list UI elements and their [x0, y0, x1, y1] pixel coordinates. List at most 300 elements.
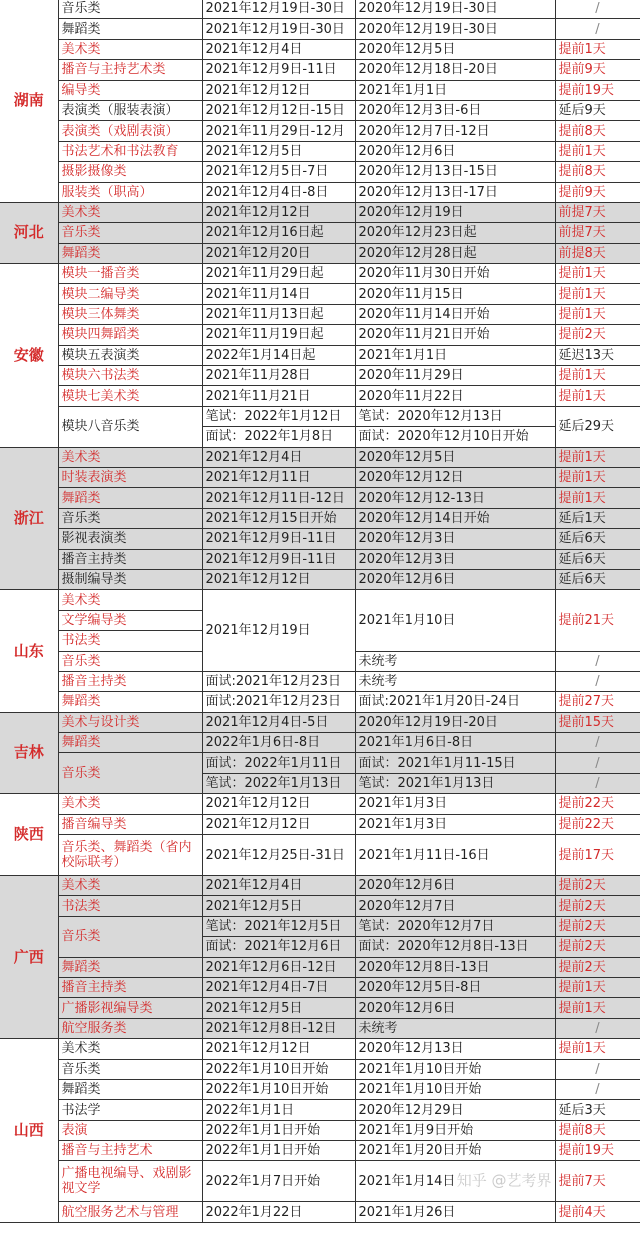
cell-text: 面试：2020年12月10日开始: [358, 429, 529, 445]
diff-cell: [555, 406, 640, 447]
diff-cell: [555, 182, 640, 202]
date-2021-cell: [355, 835, 555, 876]
cell-text: 航空服务艺术与管理: [61, 1204, 179, 1220]
diff-cell: [555, 569, 640, 589]
diff-cell: [555, 447, 640, 467]
cell-text: 延后29天: [558, 419, 615, 435]
date-2022-cell: [202, 182, 355, 202]
cell-text: 航空服务类: [61, 1020, 127, 1036]
subject-cell: [58, 406, 202, 447]
cell-text: 面试:2021年12月23日: [205, 694, 342, 710]
subject-cell: [58, 121, 202, 141]
date-2021-cell: [355, 162, 555, 182]
subject-cell: [58, 610, 202, 630]
date-2022-cell: [202, 549, 355, 569]
cell-text: 提前1天: [558, 266, 606, 282]
cell-text: 播音主持类: [61, 551, 127, 567]
subject-cell: [58, 100, 202, 120]
date-2021-cell: [355, 1100, 555, 1120]
cell-text: 模块八音乐类: [61, 419, 140, 435]
subject-cell: [58, 243, 202, 263]
date-2022-cell: [202, 692, 355, 712]
subject-cell: [58, 386, 202, 406]
subject-cell: [58, 835, 202, 876]
province-cell: 吉林: [0, 712, 58, 794]
cell-text: 提前9天: [558, 184, 606, 200]
cell-text: 提前15天: [558, 714, 615, 730]
cell-text: 播音编导类: [61, 816, 127, 832]
subject-cell: [58, 325, 202, 345]
table-row: [0, 1079, 640, 1099]
cell-text: 提前1天: [558, 980, 606, 996]
cell-text: 表演类（服装表演）: [61, 103, 179, 119]
date-2022-cell: [202, 876, 355, 896]
table-row: [0, 447, 640, 467]
date-2021-cell: [355, 692, 555, 712]
cell-text: 2021年1月10日: [358, 612, 456, 628]
cell-text: 文学编导类: [61, 612, 127, 628]
date-2022-cell: [202, 590, 355, 672]
diff-cell: [555, 39, 640, 59]
cell-text: 服装类（职高）: [61, 184, 153, 200]
table-row: [0, 1100, 640, 1120]
diff-cell: [555, 508, 640, 528]
table-row: [0, 100, 640, 120]
cell-text: 2020年11月22日: [358, 388, 464, 404]
table-row: [0, 264, 640, 284]
subject-cell: [58, 1141, 202, 1161]
diff-cell: [555, 366, 640, 386]
date-2021-cell: [355, 1039, 555, 1059]
date-2022-cell: [202, 1079, 355, 1099]
date-2021-cell: [355, 549, 555, 569]
cell-text: 2020年11月21日开始: [358, 327, 490, 343]
date-2021-cell: [355, 60, 555, 80]
subject-cell: [58, 957, 202, 977]
cell-text: 提前1天: [558, 388, 606, 404]
date-2021-cell: [355, 223, 555, 243]
table-row: [0, 366, 640, 386]
subject-cell: [58, 712, 202, 732]
cell-text: 2020年12月13日-17日: [358, 184, 498, 200]
subject-cell: [58, 447, 202, 467]
cell-text: 2021年12月4日: [205, 449, 303, 465]
date-2021-cell: [355, 569, 555, 589]
cell-text: 模块五表演类: [61, 347, 140, 363]
cell-text: 提前1天: [558, 449, 606, 465]
cell-text: 模块二编导类: [61, 286, 140, 302]
date-2021-cell: [355, 1079, 555, 1099]
cell-text: /: [595, 735, 600, 751]
table-row: [0, 80, 640, 100]
date-2022-cell: [202, 508, 355, 528]
diff-cell: [555, 957, 640, 977]
cell-text: 2021年12月19日-30日: [205, 21, 345, 37]
cell-text: 2020年12月19日-30日: [358, 1, 498, 17]
cell-text: 2021年12月9日-11日: [205, 551, 337, 567]
table-row: [0, 977, 640, 997]
date-2022-cell: [202, 121, 355, 141]
cell-text: 2021年12月12日: [205, 816, 311, 832]
cell-text: 提前9天: [558, 62, 606, 78]
subject-cell: [58, 631, 202, 651]
diff-cell: [555, 835, 640, 876]
cell-text: 2021年1月3日: [358, 816, 448, 832]
cell-text: 面试：2021年1月11-15日: [358, 755, 516, 771]
table-row: [0, 284, 640, 304]
table-row: [0, 835, 640, 876]
cell-text: 广播影视编导类: [61, 1000, 153, 1016]
cell-text: 2021年11月14日: [205, 286, 311, 302]
cell-text: 舞蹈类: [61, 21, 101, 37]
diff-cell: [555, 345, 640, 365]
cell-text: 面试：2021年12月6日: [205, 939, 342, 955]
subject-cell: [58, 549, 202, 569]
cell-text: 2021年12月4日-8日: [205, 184, 329, 200]
table-row: [0, 345, 640, 365]
cell-text: /: [595, 674, 600, 690]
province-cell: 浙江: [0, 447, 58, 590]
date-2021-cell: [355, 753, 555, 773]
date-2021-cell: [355, 937, 555, 957]
cell-text: 美术类: [61, 449, 101, 465]
date-2021-cell: [355, 916, 555, 936]
date-2022-cell: [202, 1202, 355, 1222]
cell-text: 音乐类、舞蹈类（省内校际联考）: [61, 840, 192, 871]
date-2022-cell: [202, 345, 355, 365]
subject-cell: [58, 182, 202, 202]
cell-text: 2021年1月6日-8日: [358, 735, 474, 751]
cell-text: 2021年12月12日-15日: [205, 103, 345, 119]
date-2022-cell: [202, 1141, 355, 1161]
cell-text: 2021年12月5日-7日: [205, 164, 329, 180]
table-row: [0, 508, 640, 528]
cell-text: 面试:2021年12月23日: [205, 674, 342, 690]
subject-cell: [58, 1079, 202, 1099]
subject-cell: [58, 916, 202, 957]
cell-text: 2022年1月1日开始: [205, 1143, 321, 1159]
subject-cell: [58, 284, 202, 304]
cell-text: 2022年1月22日: [205, 1204, 303, 1220]
date-2022-cell: [202, 753, 355, 773]
date-2022-cell: [202, 447, 355, 467]
date-2021-cell: [355, 590, 555, 651]
cell-text: /: [595, 1020, 600, 1036]
cell-text: 笔试：2020年12月13日: [358, 409, 503, 424]
cell-text: 2022年1月7日开始: [205, 1173, 321, 1189]
watermark: 知乎 @艺考界: [456, 1171, 552, 1190]
cell-text: /: [595, 1061, 600, 1077]
cell-text: 2021年11月19日起: [205, 327, 324, 343]
date-2022-cell: [202, 835, 355, 876]
cell-text: 2021年12月6日-12日: [205, 959, 337, 975]
table-row: [0, 1141, 640, 1161]
subject-cell: [58, 467, 202, 487]
cell-text: 书法类: [61, 633, 101, 649]
cell-text: 舞蹈类: [61, 490, 101, 506]
table-row: [0, 896, 640, 916]
subject-cell: [58, 141, 202, 161]
subject-cell: [58, 651, 202, 671]
cell-text: 音乐类: [61, 1061, 101, 1077]
cell-text: 模块六书法类: [61, 368, 140, 384]
cell-text: 提前1天: [558, 1041, 606, 1057]
cell-text: 模块七美术类: [61, 388, 140, 404]
date-2021-cell: [355, 80, 555, 100]
cell-text: 舞蹈类: [61, 694, 101, 710]
cell-text: 音乐类: [61, 765, 101, 781]
date-2021-cell: [355, 19, 555, 39]
cell-text: 提前1天: [558, 41, 606, 57]
table-row: [0, 325, 640, 345]
table-row: [0, 814, 640, 834]
cell-text: 面试：2022年1月8日: [205, 429, 334, 445]
cell-text: 未统考: [358, 653, 398, 669]
cell-text: 面试：2020年12月8日-13日: [358, 939, 529, 955]
date-2021-cell: [355, 957, 555, 977]
cell-text: 音乐类: [61, 225, 101, 241]
subject-cell: [58, 692, 202, 712]
diff-cell: [555, 162, 640, 182]
date-2022-cell: [202, 427, 355, 447]
cell-text: 提前8天: [558, 123, 606, 139]
cell-text: 2022年1月6日-8日: [205, 735, 321, 751]
cell-text: 2021年12月12日: [205, 1041, 311, 1057]
date-2021-cell: [355, 529, 555, 549]
cell-text: 影视表演类: [61, 531, 127, 547]
subject-cell: [58, 733, 202, 753]
date-2021-cell: [355, 1161, 555, 1202]
cell-text: 未统考: [358, 674, 398, 690]
date-2022-cell: [202, 284, 355, 304]
cell-text: 提前19天: [558, 1143, 615, 1159]
subject-cell: [58, 1018, 202, 1038]
subject-cell: [58, 590, 202, 610]
cell-text: 2020年11月14日开始: [358, 307, 490, 323]
table-row: [0, 202, 640, 222]
date-2022-cell: [202, 304, 355, 324]
cell-text: 音乐类: [61, 1, 101, 17]
date-2021-cell: [355, 488, 555, 508]
date-2022-cell: [202, 141, 355, 161]
cell-text: 书法艺术和书法教育: [61, 143, 179, 159]
table-row: [0, 794, 640, 814]
subject-cell: [58, 529, 202, 549]
date-2021-cell: [355, 366, 555, 386]
cell-text: 2020年12月13日-15日: [358, 164, 498, 180]
cell-text: 2021年12月5日: [205, 143, 303, 159]
date-2021-cell: [355, 508, 555, 528]
diff-cell: [555, 386, 640, 406]
subject-cell: [58, 896, 202, 916]
cell-text: 2021年12月19日: [205, 623, 311, 639]
cell-text: 提前19天: [558, 82, 615, 98]
table-row: [0, 1161, 640, 1202]
date-2022-cell: [202, 1039, 355, 1059]
diff-cell: [555, 488, 640, 508]
cell-text: 面试:2021年1月20日-24日: [358, 694, 521, 710]
cell-text: 书法学: [61, 1102, 101, 1118]
diff-cell: [555, 1100, 640, 1120]
cell-text: 舞蹈类: [61, 245, 101, 261]
province-cell: 陕西: [0, 794, 58, 876]
diff-cell: [555, 937, 640, 957]
table-row: [0, 304, 640, 324]
date-2022-cell: [202, 1059, 355, 1079]
cell-text: 提前1天: [558, 286, 606, 302]
table-row: [0, 223, 640, 243]
cell-text: 提前1天: [558, 470, 606, 486]
cell-text: /: [595, 1, 600, 17]
cell-text: 音乐类: [61, 929, 101, 945]
date-2021-cell: [355, 651, 555, 671]
cell-text: 2020年12月6日: [358, 143, 456, 159]
date-2021-cell: [355, 100, 555, 120]
date-2022-cell: [202, 202, 355, 222]
date-2021-cell: [355, 202, 555, 222]
cell-text: 延后6天: [558, 531, 606, 547]
cell-text: 2020年12月6日: [358, 572, 456, 588]
date-2021-cell: [355, 182, 555, 202]
cell-text: 未统考: [358, 1020, 398, 1036]
cell-text: 2021年12月4日-5日: [205, 714, 329, 730]
province-cell: 山西: [0, 1039, 58, 1223]
diff-cell: [555, 467, 640, 487]
cell-text: 2021年1月1日: [358, 347, 448, 363]
cell-text: 2020年12月28日起: [358, 245, 477, 261]
table-row: [0, 569, 640, 589]
date-2021-cell: [355, 876, 555, 896]
subject-cell: [58, 814, 202, 834]
cell-text: 摄制编导类: [61, 572, 127, 588]
cell-text: 2020年12月5日-8日: [358, 980, 482, 996]
date-2021-cell: [355, 386, 555, 406]
cell-text: 美术类: [61, 796, 101, 812]
date-2021-cell: [355, 325, 555, 345]
cell-text: 2022年1月1日开始: [205, 1122, 321, 1138]
date-2021-cell: [355, 1018, 555, 1038]
cell-text: 2021年1月14日: [358, 1173, 456, 1189]
table-row: [0, 141, 640, 161]
cell-text: 2020年12月18日-20日: [358, 62, 498, 78]
date-2021-cell: [355, 264, 555, 284]
cell-text: 2021年12月11日-12日: [205, 490, 345, 506]
table-row: [0, 876, 640, 896]
diff-cell: [555, 712, 640, 732]
cell-text: 提前2天: [558, 939, 606, 955]
cell-text: 2021年12月12日: [205, 796, 311, 812]
diff-cell: [555, 284, 640, 304]
cell-text: 提前1天: [558, 1000, 606, 1016]
table-row: [0, 671, 640, 691]
cell-text: 舞蹈类: [61, 959, 101, 975]
table-row: [0, 19, 640, 39]
cell-text: /: [595, 653, 600, 669]
table-row: [0, 590, 640, 610]
cell-text: 2020年12月19日: [358, 205, 464, 221]
cell-text: /: [595, 755, 600, 771]
cell-text: 2021年12月9日-11日: [205, 531, 337, 547]
date-2022-cell: [202, 80, 355, 100]
diff-cell: [555, 264, 640, 284]
date-2022-cell: [202, 19, 355, 39]
subject-cell: [58, 264, 202, 284]
subject-cell: [58, 977, 202, 997]
date-2022-cell: [202, 1161, 355, 1202]
cell-text: 提前2天: [558, 959, 606, 975]
table-row: [0, 0, 640, 19]
date-2021-cell: [355, 671, 555, 691]
date-2022-cell: [202, 1100, 355, 1120]
diff-cell: [555, 1018, 640, 1038]
cell-text: 2021年12月11日: [205, 470, 311, 486]
cell-text: 2020年11月29日: [358, 368, 464, 384]
date-2021-cell: [355, 1141, 555, 1161]
diff-cell: [555, 100, 640, 120]
subject-cell: [58, 19, 202, 39]
date-2021-cell: [355, 243, 555, 263]
date-2022-cell: [202, 569, 355, 589]
date-2022-cell: [202, 1120, 355, 1140]
subject-cell: [58, 0, 202, 19]
cell-text: 2021年12月5日: [205, 1000, 303, 1016]
subject-cell: [58, 488, 202, 508]
cell-text: /: [595, 776, 600, 792]
cell-text: 2020年12月7日: [358, 898, 456, 914]
cell-text: 美术类: [61, 1041, 101, 1057]
cell-text: 2021年11月21日: [205, 388, 311, 404]
diff-cell: [555, 814, 640, 834]
table-row: [0, 1039, 640, 1059]
date-2022-cell: [202, 386, 355, 406]
date-2021-cell: [355, 447, 555, 467]
cell-text: 2021年1月10日开始: [358, 1082, 482, 1098]
cell-text: 2020年12月19日-20日: [358, 714, 498, 730]
cell-text: 播音与主持艺术类: [61, 62, 166, 78]
cell-text: 模块一播音类: [61, 266, 140, 282]
cell-text: 面试：2022年1月11日: [205, 755, 342, 771]
table-row: [0, 692, 640, 712]
diff-cell: [555, 19, 640, 39]
table-row: [0, 386, 640, 406]
table-row: [0, 916, 640, 936]
cell-text: 美术类: [61, 592, 101, 608]
subject-cell: [58, 162, 202, 182]
date-2021-cell: [355, 345, 555, 365]
diff-cell: [555, 1161, 640, 1202]
subject-cell: [58, 569, 202, 589]
cell-text: 2021年1月9日开始: [358, 1122, 474, 1138]
date-2022-cell: [202, 406, 355, 426]
date-2022-cell: [202, 916, 355, 936]
date-2021-cell: [355, 896, 555, 916]
date-2021-cell: [355, 0, 555, 19]
table-row: [0, 998, 640, 1018]
cell-text: 2021年12月12日: [205, 205, 311, 221]
date-2022-cell: [202, 794, 355, 814]
cell-text: 2022年1月14日起: [205, 347, 316, 363]
cell-text: 2021年12月4日-7日: [205, 980, 329, 996]
table-row: [0, 162, 640, 182]
cell-text: 2021年12月25日-31日: [205, 847, 345, 863]
cell-text: 前提7天: [558, 205, 606, 221]
date-2022-cell: [202, 814, 355, 834]
diff-cell: [555, 977, 640, 997]
cell-text: 舞蹈类: [61, 1082, 101, 1098]
cell-text: 美术与设计类: [61, 714, 140, 730]
date-2021-cell: [355, 773, 555, 793]
cell-text: 提前1天: [558, 307, 606, 323]
